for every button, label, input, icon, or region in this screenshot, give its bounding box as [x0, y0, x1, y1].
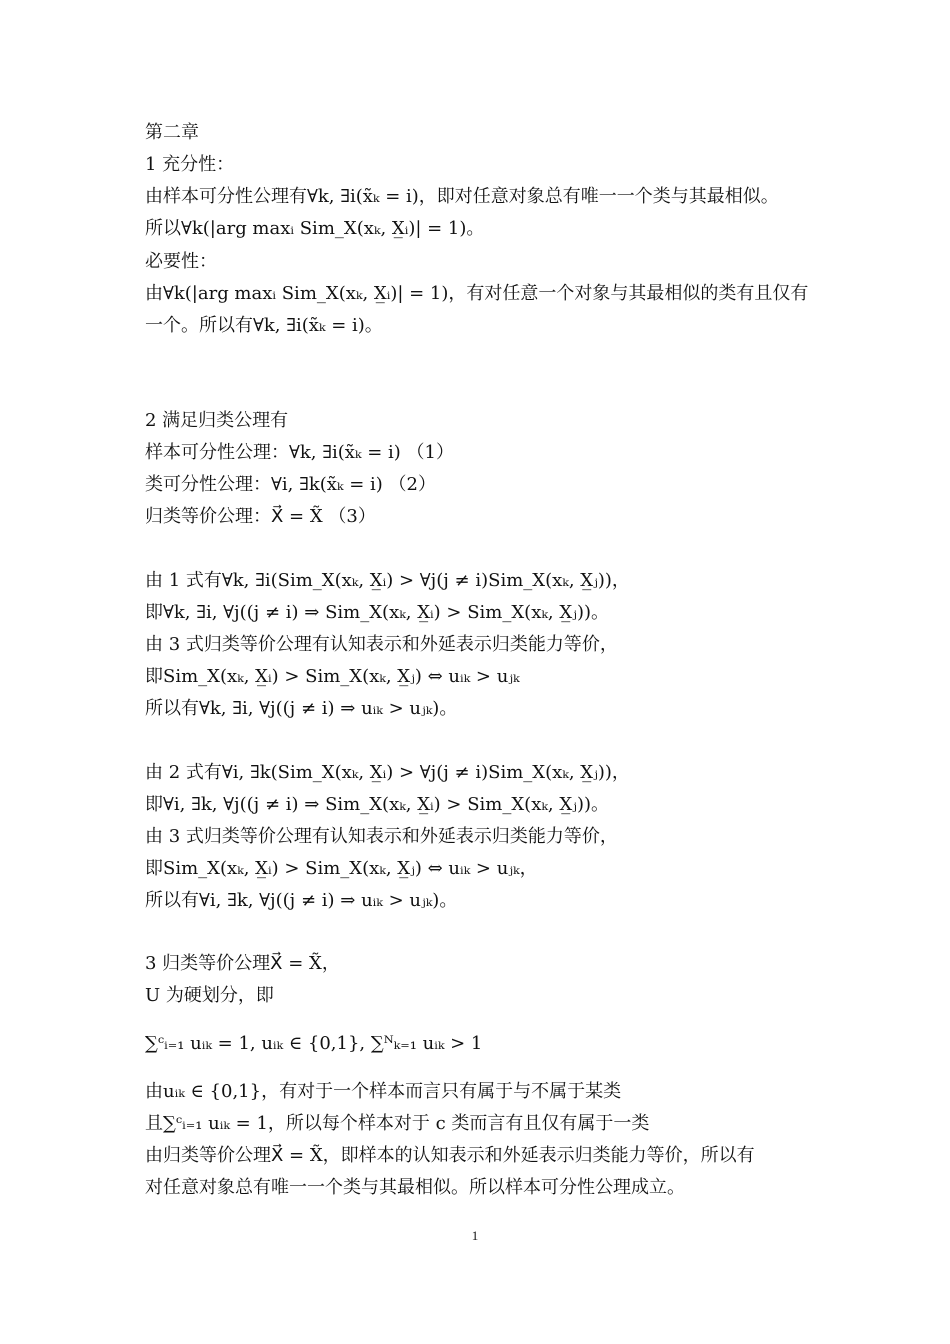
text-line: 即Sim_X(xₖ, X̲ᵢ) > Sim_X(xₖ, X̲ⱼ) ⇔ uᵢₖ > uⱼₖ， — [145, 858, 538, 879]
text-line: 由 1 式有∀k, ∃i(Sim_X(xₖ, X̲ᵢ) > ∀j(j ≠ i)Sim_X(xₖ, X̲ⱼ))， — [145, 570, 630, 591]
axiom-line: 样本可分性公理：∀k, ∃i(x̃ₖ = i) （1） — [145, 442, 454, 463]
text-line: 即∀i, ∃k, ∀j((j ≠ i) ⇒ Sim_X(xₖ, X̲ᵢ) > Sim_X(xₖ, X̲ⱼ))。 — [145, 794, 609, 815]
text-line: 必要性： — [145, 251, 217, 272]
page-number: 1 — [471, 1228, 479, 1243]
axiom-line: 类可分性公理：∀i, ∃k(x̃ₖ = i) （2） — [145, 474, 436, 495]
section-3-heading: 3 归类等价公理X⃗ = X̃， — [145, 953, 340, 974]
text-line: 一个。所以有∀k, ∃i(x̃ₖ = i)。 — [145, 315, 383, 336]
text-line: 所以有∀i, ∃k, ∀j((j ≠ i) ⇒ uᵢₖ > uⱼₖ)。 — [145, 890, 458, 911]
text-line: 所以∀k(|arg maxᵢ Sim_X(xₖ, X̲ᵢ)| = 1)。 — [145, 218, 485, 239]
text-line: U 为硬划分，即 — [145, 985, 274, 1006]
text-line: 由∀k(|arg maxᵢ Sim_X(xₖ, X̲ᵢ)| = 1)，有对任意一个对象与其最相似的类有且仅有 — [145, 283, 809, 304]
text-line: 由 3 式归类等价公理有认知表示和外延表示归类能力等价， — [145, 826, 618, 847]
text-line: 即Sim_X(xₖ, X̲ᵢ) > Sim_X(xₖ, X̲ⱼ) ⇔ uᵢₖ > uⱼₖ — [145, 666, 520, 687]
section-1-heading: 1 充分性： — [145, 154, 235, 175]
section-2-heading: 2 满足归类公理有 — [145, 410, 289, 431]
text-line: 由样本可分性公理有∀k, ∃i(x̃ₖ = i)，即对任意对象总有唯一一个类与其最相似。 — [145, 186, 779, 207]
text-line: 由uᵢₖ ∈ {0,1}，有对于一个样本而言只有属于与不属于某类 — [145, 1081, 622, 1102]
formula-line: ∑ᶜᵢ₌₁ uᵢₖ = 1, uᵢₖ ∈ {0,1}, ∑ᴺₖ₌₁ uᵢₖ > 1 — [145, 1033, 483, 1054]
text-line: 由归类等价公理X⃗ = X̃，即样本的认知表示和外延表示归类能力等价，所以有 — [145, 1145, 755, 1166]
chapter-heading: 第二章 — [145, 122, 199, 143]
text-line: 由 3 式归类等价公理有认知表示和外延表示归类能力等价， — [145, 634, 618, 655]
text-line: 且∑ᶜᵢ₌₁ uᵢₖ = 1，所以每个样本对于 c 类而言有且仅有属于一类 — [145, 1113, 650, 1134]
text-line: 所以有∀k, ∃i, ∀j((j ≠ i) ⇒ uᵢₖ > uⱼₖ)。 — [145, 698, 458, 719]
text-line: 对任意对象总有唯一一个类与其最相似。所以样本可分性公理成立。 — [145, 1177, 685, 1198]
text-line: 即∀k, ∃i, ∀j((j ≠ i) ⇒ Sim_X(xₖ, X̲ᵢ) > Sim_X(xₖ, X̲ⱼ))。 — [145, 602, 609, 623]
text-line: 由 2 式有∀i, ∃k(Sim_X(xₖ, X̲ᵢ) > ∀j(j ≠ i)Sim_X(xₖ, X̲ⱼ))， — [145, 762, 630, 783]
axiom-line: 归类等价公理：X⃗ = X̃ （3） — [145, 506, 376, 527]
